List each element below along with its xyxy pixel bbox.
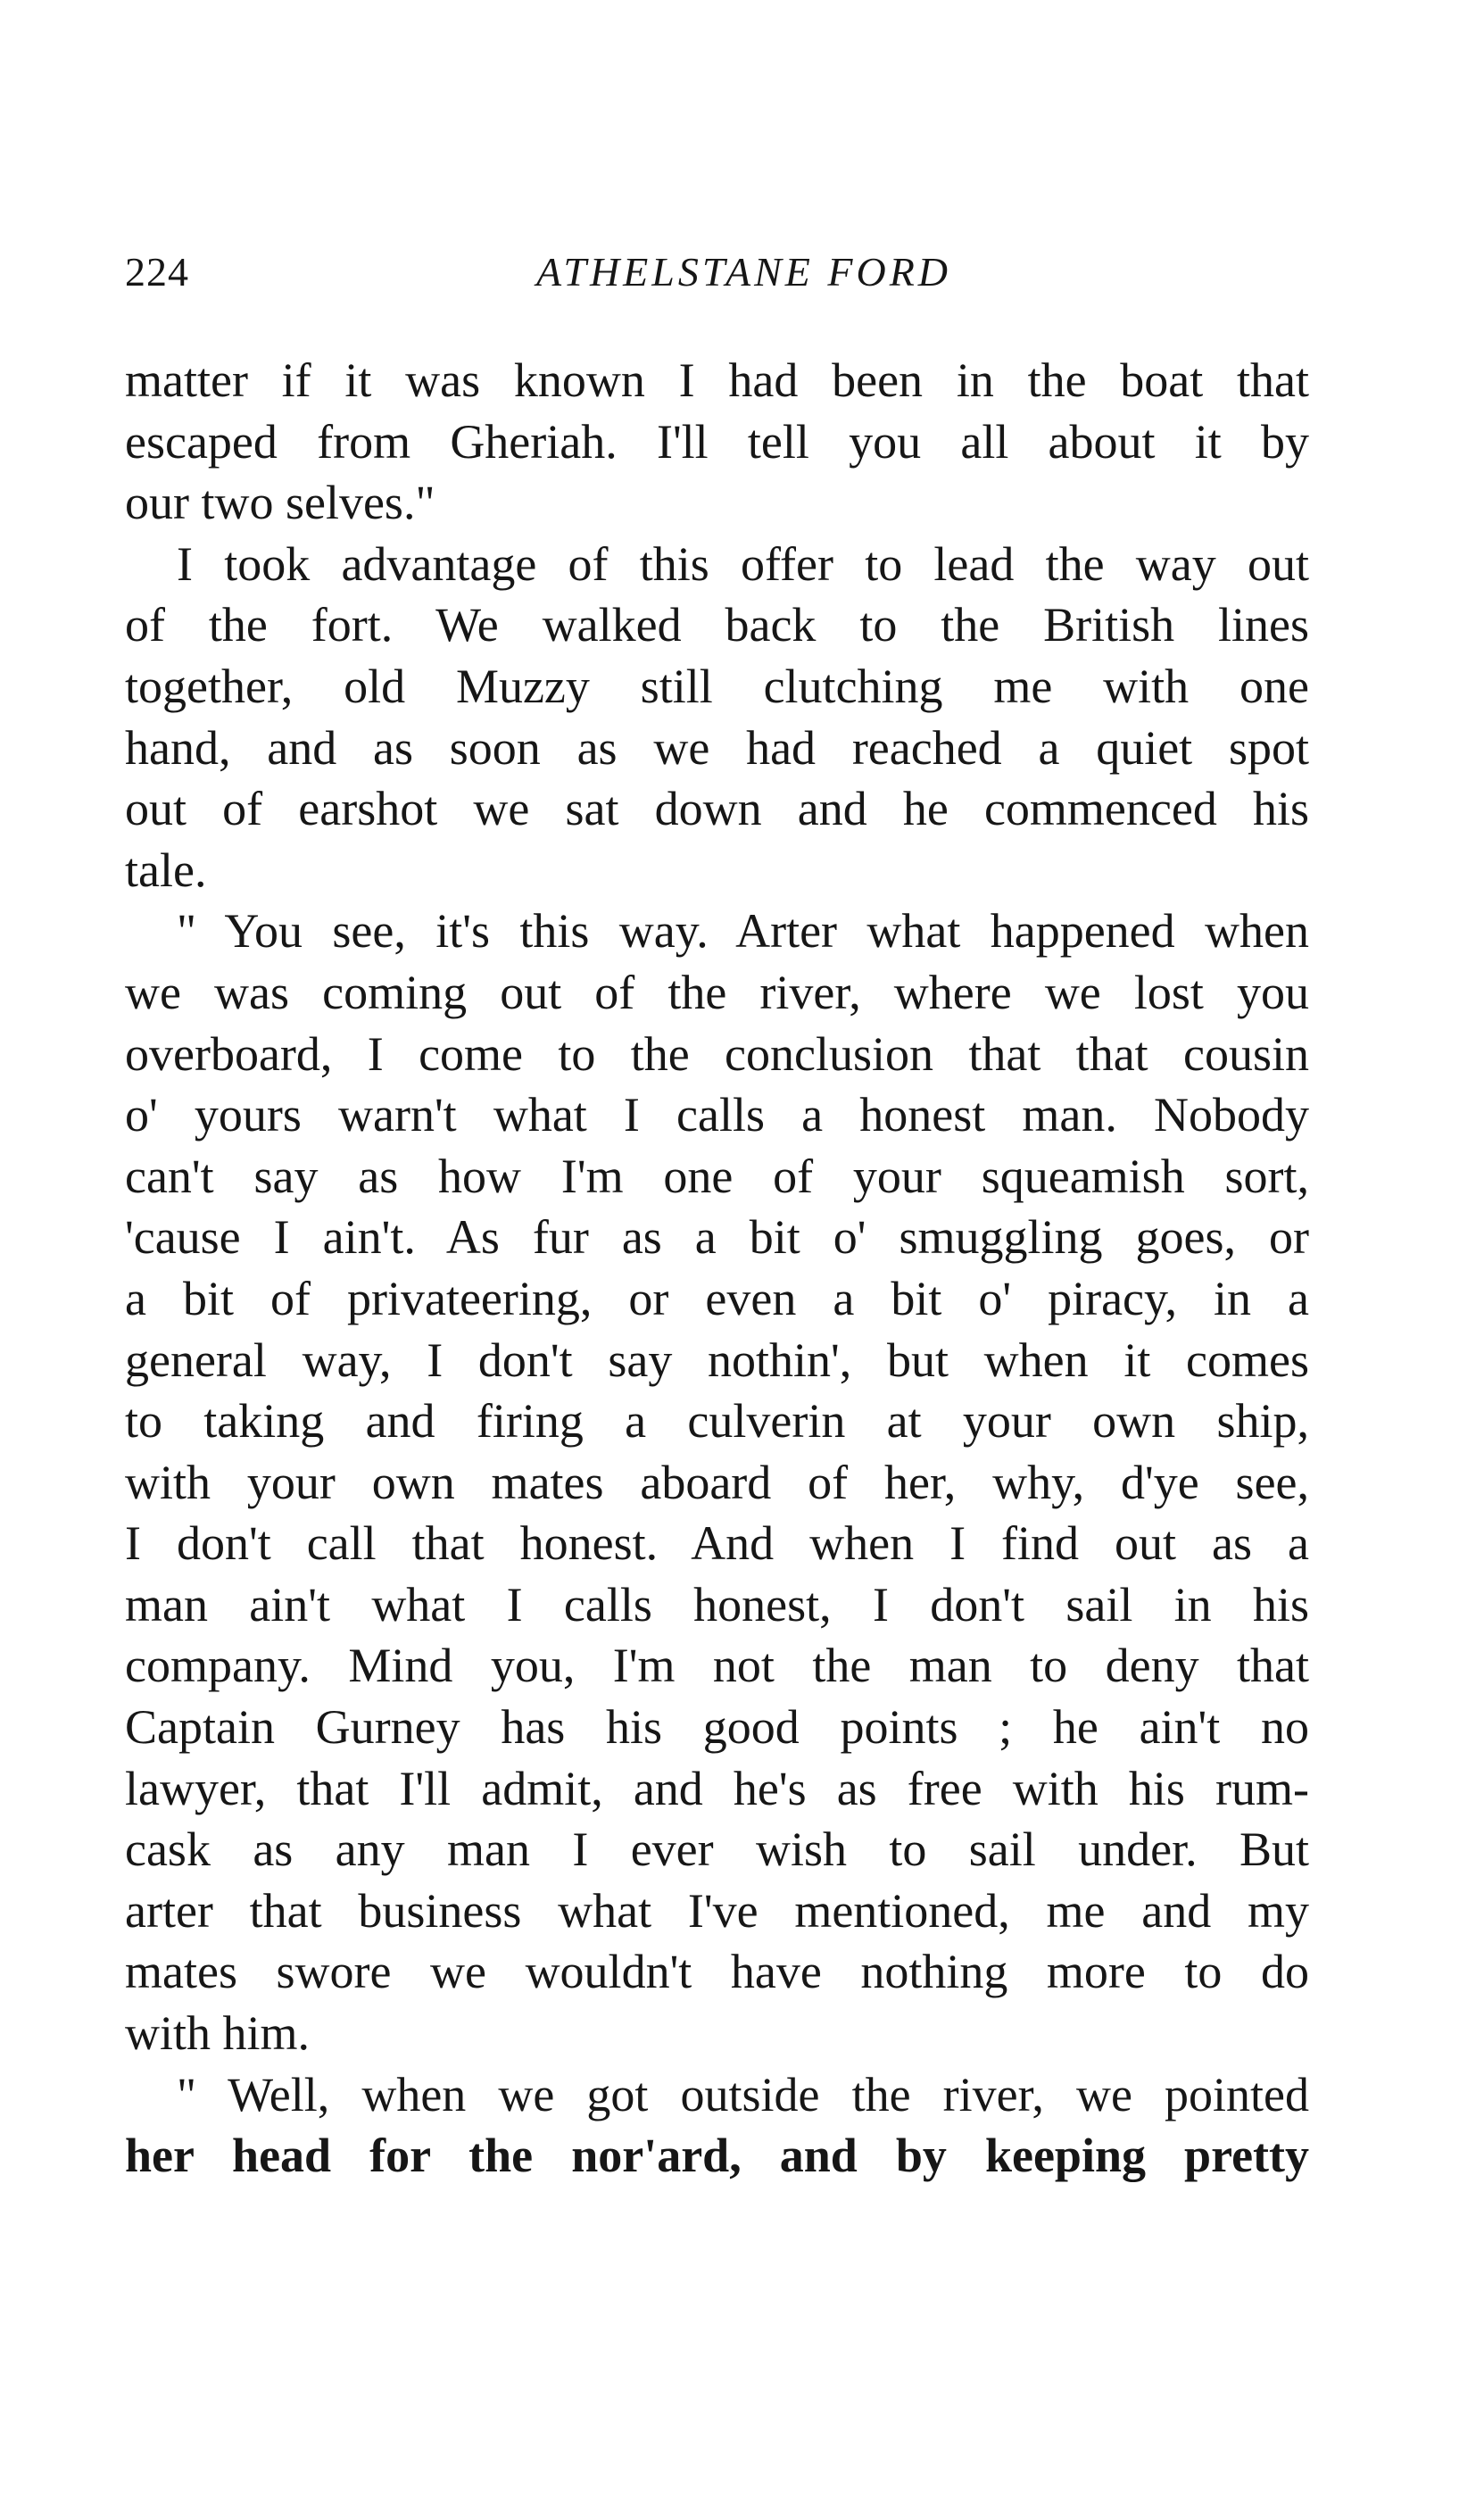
text-line: I don't call that honest. And when I find out as a (125, 1516, 1309, 1571)
page-header (125, 248, 1309, 311)
text-line: " You see, it's this way. Arter what happened when (177, 904, 1309, 959)
text-line: escaped from Gheriah. I'll tell you all about it by (125, 414, 1309, 469)
text-line: our two selves." (125, 476, 435, 530)
text-line: out of earshot we sat down and he commenced his (125, 782, 1309, 836)
text-line: to taking and firing a culverin at your own ship, (125, 1394, 1309, 1449)
text-line: o' yours warn't what I calls a honest man. Nobody (125, 1088, 1309, 1142)
body-text (125, 350, 1309, 2187)
text-line: we was coming out of the river, where we lost you (125, 965, 1309, 1019)
text-line: company. Mind you, I'm not the man to deny that (125, 1639, 1309, 1693)
text-line: can't say as how I'm one of your squeamish sort, (125, 1149, 1309, 1203)
text-line: with him. (125, 2006, 311, 2061)
text-line: 'cause I ain't. As fur as a bit o' smuggling goes, or (125, 1210, 1309, 1265)
text-line: tale. (125, 843, 207, 897)
text-line: together, old Muzzy still clutching me with one (125, 659, 1309, 713)
text-line: her head for the nor'ard, and by keeping pretty (125, 2129, 1309, 2183)
text-line: arter that business what I've mentioned, me and my (125, 1883, 1309, 1938)
text-line: hand, and as soon as we had reached a quiet spot (125, 720, 1309, 775)
text-line: with your own mates aboard of her, why, d'ye see, (125, 1455, 1309, 1509)
text-line: a bit of privateering, or even a bit o' piracy, in a (125, 1271, 1309, 1325)
text-line: matter if it was known I had been in the boat that (125, 353, 1309, 407)
running-head: ATHELSTANE FORD (535, 249, 952, 295)
text-line: man ain't what I calls honest, I don't sail in his (125, 1577, 1309, 1631)
text-line: general way, I don't say nothin', but when it comes (125, 1333, 1309, 1387)
text-line: " Well, when we got outside the river, we pointed (177, 2067, 1309, 2121)
text-line: I took advantage of this offer to lead the way out (177, 536, 1309, 591)
text-line: of the fort. We walked back to the British lines (125, 598, 1309, 652)
page-number: 224 (125, 249, 189, 295)
text-line: cask as any man I ever wish to sail under. But (125, 1822, 1309, 1877)
text-line: Captain Gurney has his good points ; he ain't no (125, 1700, 1309, 1755)
text-line: overboard, I come to the conclusion that that cousin (125, 1026, 1309, 1081)
text-line: mates swore we wouldn't have nothing more to do (125, 1945, 1309, 1999)
text-line: lawyer, that I'll admit, and he's as free with his rum- (125, 1761, 1309, 1815)
